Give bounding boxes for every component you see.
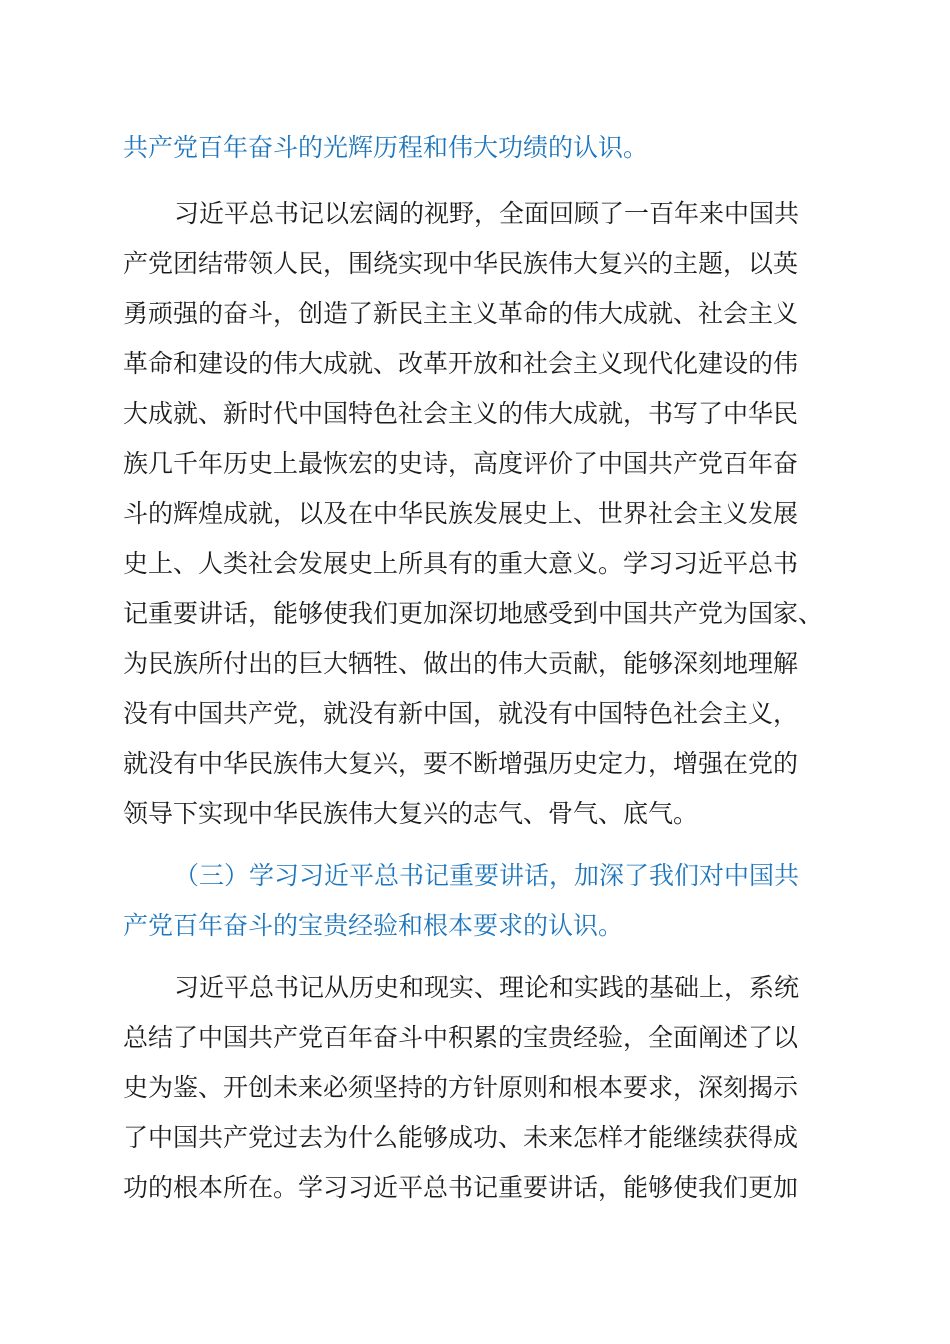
paragraph-1-line: 记重要讲话，能够使我们更加深切地感受到中国共产党为国家、 — [123, 599, 824, 628]
section-heading-3: 产党百年奋斗的宝贵经验和根本要求的认识。 — [123, 911, 624, 940]
paragraph-1-line: 没有中国共产党，就没有新中国，就没有中国特色社会主义， — [123, 699, 799, 728]
paragraph-2-line: 了中国共产党过去为什么能够成功、未来怎样才能继续获得成 — [123, 1123, 799, 1152]
paragraph-2-line: 功的根本所在。学习习近平总书记重要讲话，能够使我们更加 — [123, 1173, 799, 1202]
paragraph-1-line: 为民族所付出的巨大牺牲、做出的伟大贡献，能够深刻地理解 — [123, 649, 799, 678]
paragraph-1-line: 史上、人类社会发展史上所具有的重大意义。学习习近平总书 — [123, 549, 799, 578]
paragraph-1-line: 领导下实现中华民族伟大复兴的志气、骨气、底气。 — [123, 799, 699, 828]
paragraph-2-line: 史为鉴、开创未来必须坚持的方针原则和根本要求，深刻揭示 — [123, 1073, 799, 1102]
paragraph-2-line: 习近平总书记从历史和现实、理论和实践的基础上，系统 — [174, 973, 800, 1002]
section-heading-3: （三）学习习近平总书记重要讲话，加深了我们对中国共 — [174, 861, 800, 890]
paragraph-1-line: 产党团结带领人民，围绕实现中华民族伟大复兴的主题，以英 — [123, 249, 799, 278]
paragraph-1-line: 大成就、新时代中国特色社会主义的伟大成就，书写了中华民 — [123, 399, 799, 428]
paragraph-1-line: 族几千年历史上最恢宏的史诗，高度评价了中国共产党百年奋 — [123, 449, 799, 478]
heading-continuation: 共产党百年奋斗的光辉历程和伟大功绩的认识。 — [123, 133, 649, 162]
paragraph-1-line: 就没有中华民族伟大复兴，要不断增强历史定力，增强在党的 — [123, 749, 799, 778]
paragraph-1-line: 勇顽强的奋斗，创造了新民主主义革命的伟大成就、社会主义 — [123, 299, 799, 328]
paragraph-1-line: 习近平总书记以宏阔的视野，全面回顾了一百年来中国共 — [174, 199, 800, 228]
paragraph-1-line: 斗的辉煌成就，以及在中华民族发展史上、世界社会主义发展 — [123, 499, 799, 528]
paragraph-1-line: 革命和建设的伟大成就、改革开放和社会主义现代化建设的伟 — [123, 349, 799, 378]
paragraph-2-line: 总结了中国共产党百年奋斗中积累的宝贵经验，全面阐述了以 — [123, 1023, 799, 1052]
